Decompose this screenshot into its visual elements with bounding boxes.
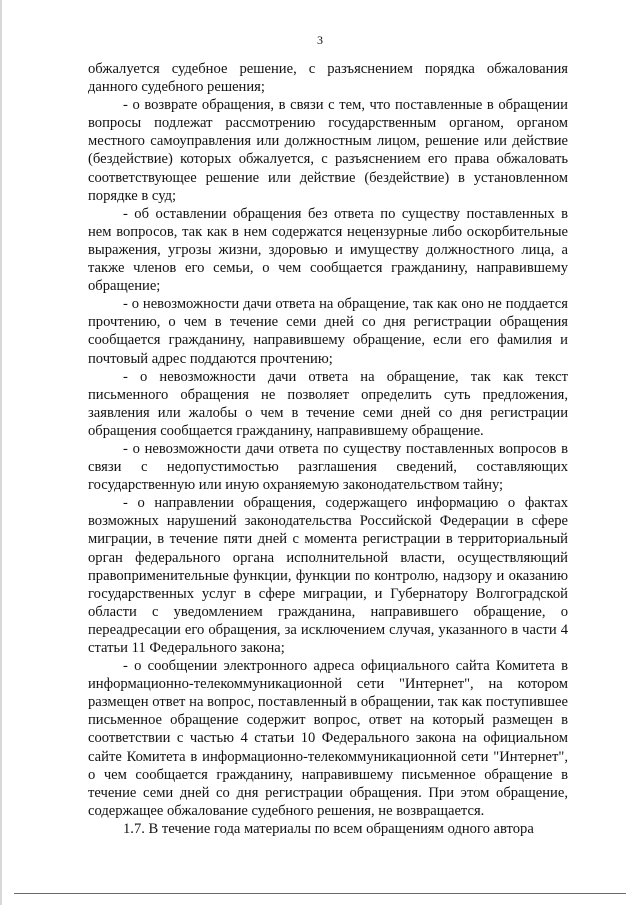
bottom-scan-line: [14, 893, 626, 894]
paragraph-return-appeal: - о возврате обращения, в связи с тем, что поставленные в обращении вопросы подлежат рассмотрению государственным органом, органом местного самоуправления или должностным лицом, решение или действие (бездействие) которых обжалуется, с разъяснением его права обжаловать соответствующее решение или действие (бездействие) в установленном порядке в суд;: [88, 97, 568, 204]
paragraph-website-answer: - о сообщении электронного адреса официального сайта Комитета в информационно-телекоммуникационной сети "Интернет", на котором размещен ответ на вопрос, поставленный в обращении, так как поступившее письменное обращение содержит вопрос, ответ на который размещен в соответствии с частью 4 статьи 10 Федерального закона на официальном сайте Комитета в информационно-телекоммуникационной сети "Интернет", о чем сообщается гражданину, направившему письменное обращение в течение семи дней со дня регистрации обращения. При этом обращение, содержащее обжалование судебного решения, не возвращается.: [88, 658, 568, 819]
paragraph-leave-without-answer: - об оставлении обращения без ответа по существу поставленных в нем вопросов, так как в нем содержатся нецензурные либо оскорбительные выражения, угрозы жизни, здоровью и имуществу должностного лица, а также членов его семьи, о чем сообщается гражданину, направившему обращение;: [88, 205, 568, 295]
paragraph-migration-violations: - о направлении обращения, содержащего информацию о фактах возможных нарушений законодательства Российской Федерации в сфере миграции, в течение пяти дней с момента регистрации в территориальный орган федерального органа исполнительной власти, осуществляющий правоприменительные функции, функции по контролю, надзору и оказанию государственных услуг в сфере миграции, и Губернатору Волгоградской области с уведомлением гражданина, направившего обращение, о переадресации его обращения, за исключением случая, указанного в части 4 статьи 11 Федерального закона;: [88, 495, 568, 656]
paragraph-undefined-essence: - о невозможности дачи ответа на обращение, так как текст письменного обращения не позволяет определить суть предложения, заявления или жалобы о чем в течение семи дней со дня регистрации обращения сообщается гражданину, направившему обращение.: [88, 368, 568, 439]
paragraph-unreadable-appeal: - о невозможности дачи ответа на обращение, так как оно не поддается прочтению, о чем в течение семи дней со дня регистрации обращения сообщается гражданину, направившему обращение, если его фамилия и почтовый адрес поддаются прочтению;: [88, 296, 568, 367]
paragraph-continuation: обжалуется судебное решение, с разъяснением порядка обжалования данного судебного решения;: [88, 61, 568, 96]
page-number: 3: [317, 33, 323, 47]
paragraph-secret-information: - о невозможности дачи ответа по существу поставленных вопросов в связи с недопустимостью разглашения сведений, составляющих государственную или иную охраняемую законодательством тайну;: [88, 440, 568, 494]
document-body: [88, 60, 568, 838]
scan-edge: [0, 0, 2, 905]
paragraph-section-1-7: 1.7. В течение года материалы по всем обращениям одного автора: [123, 820, 534, 837]
